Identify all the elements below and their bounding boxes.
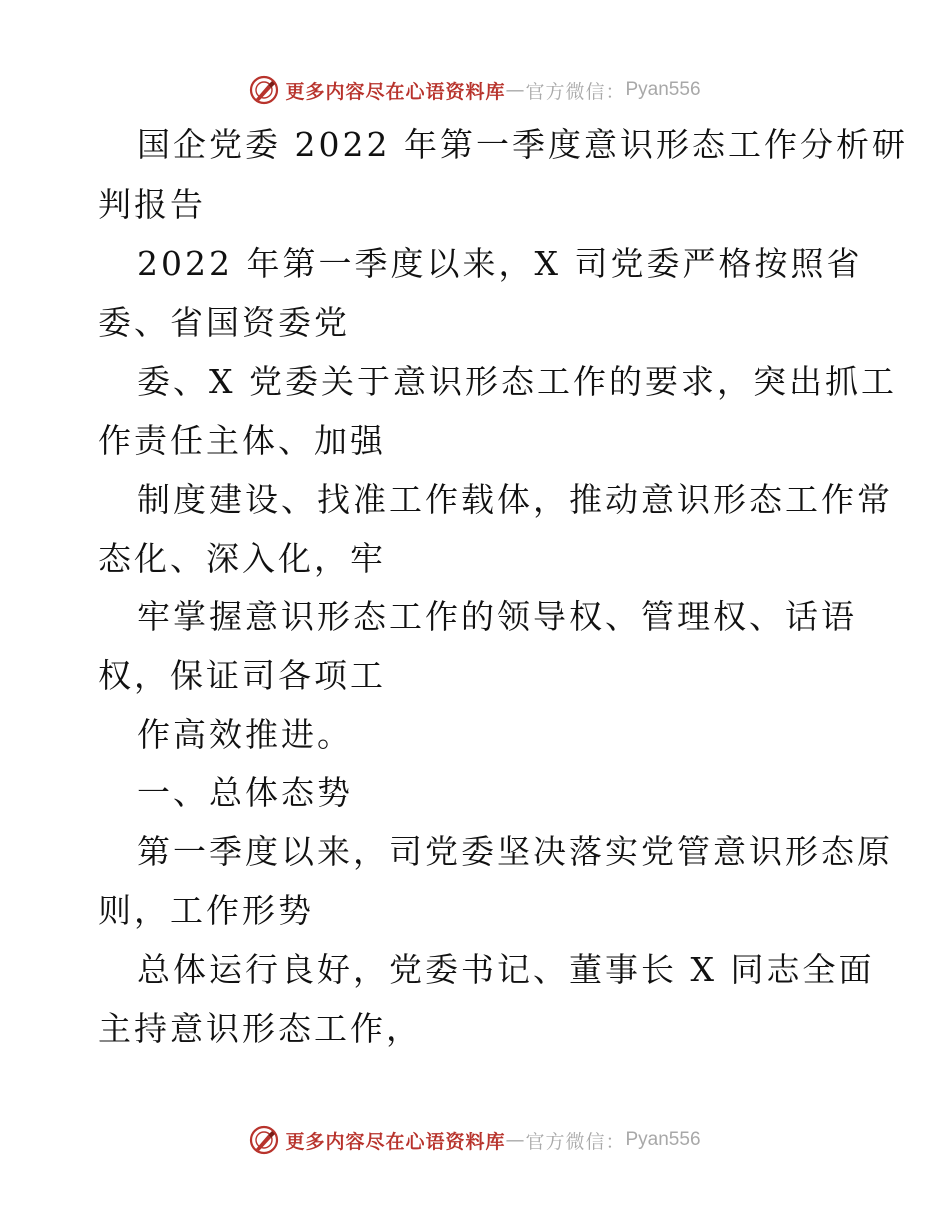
footer-watermark	[0, 1120, 950, 1160]
pen-circle-logo-icon	[249, 1125, 279, 1155]
document-title-line-1: 国企党委 2022 年第一季度意识形态工作分析研	[137, 125, 908, 164]
watermark-wechat-id: Pyan556	[625, 1129, 701, 1150]
watermark-separator: —	[505, 79, 526, 101]
watermark-label: 官方微信：	[525, 80, 626, 103]
pen-circle-logo-icon	[249, 75, 279, 105]
paragraph-line: 牢掌握意识形态工作的领导权、管理权、话语	[137, 597, 857, 636]
header-watermark	[0, 70, 950, 110]
watermark-separator: —	[505, 1129, 526, 1151]
watermark-site-text: 更多内容尽在心语资料库	[285, 1130, 506, 1153]
paragraph-line: 第一季度以来，司党委坚决落实党管意识形态原	[137, 832, 893, 871]
paragraph-line: 总体运行良好，党委书记、董事长 X 同志全面	[137, 950, 875, 989]
paragraph-line: 主持意识形态工作，	[98, 1009, 422, 1048]
paragraph-line: 权，保证司各项工	[98, 656, 386, 695]
section-heading: 一、总体态势	[137, 773, 353, 812]
document-title-line-2: 判报告	[98, 185, 206, 224]
paragraph-line: 委、X 党委关于意识形态工作的要求，突出抓工	[137, 362, 897, 401]
paragraph-line: 则，工作形势	[98, 891, 314, 930]
paragraph-line: 制度建设、找准工作载体，推动意识形态工作常	[137, 480, 893, 519]
watermark-wechat-id: Pyan556	[625, 79, 701, 100]
paragraph-line: 态化、深入化，牢	[98, 539, 386, 578]
watermark-site-text: 更多内容尽在心语资料库	[285, 80, 506, 103]
watermark-label: 官方微信：	[525, 1130, 626, 1153]
paragraph-line: 委、省国资委党	[98, 303, 350, 342]
paragraph-line: 2022 年第一季度以来，X 司党委严格按照省	[137, 244, 863, 283]
paragraph-line: 作责任主体、加强	[98, 421, 386, 460]
paragraph-line: 作高效推进。	[137, 715, 353, 754]
